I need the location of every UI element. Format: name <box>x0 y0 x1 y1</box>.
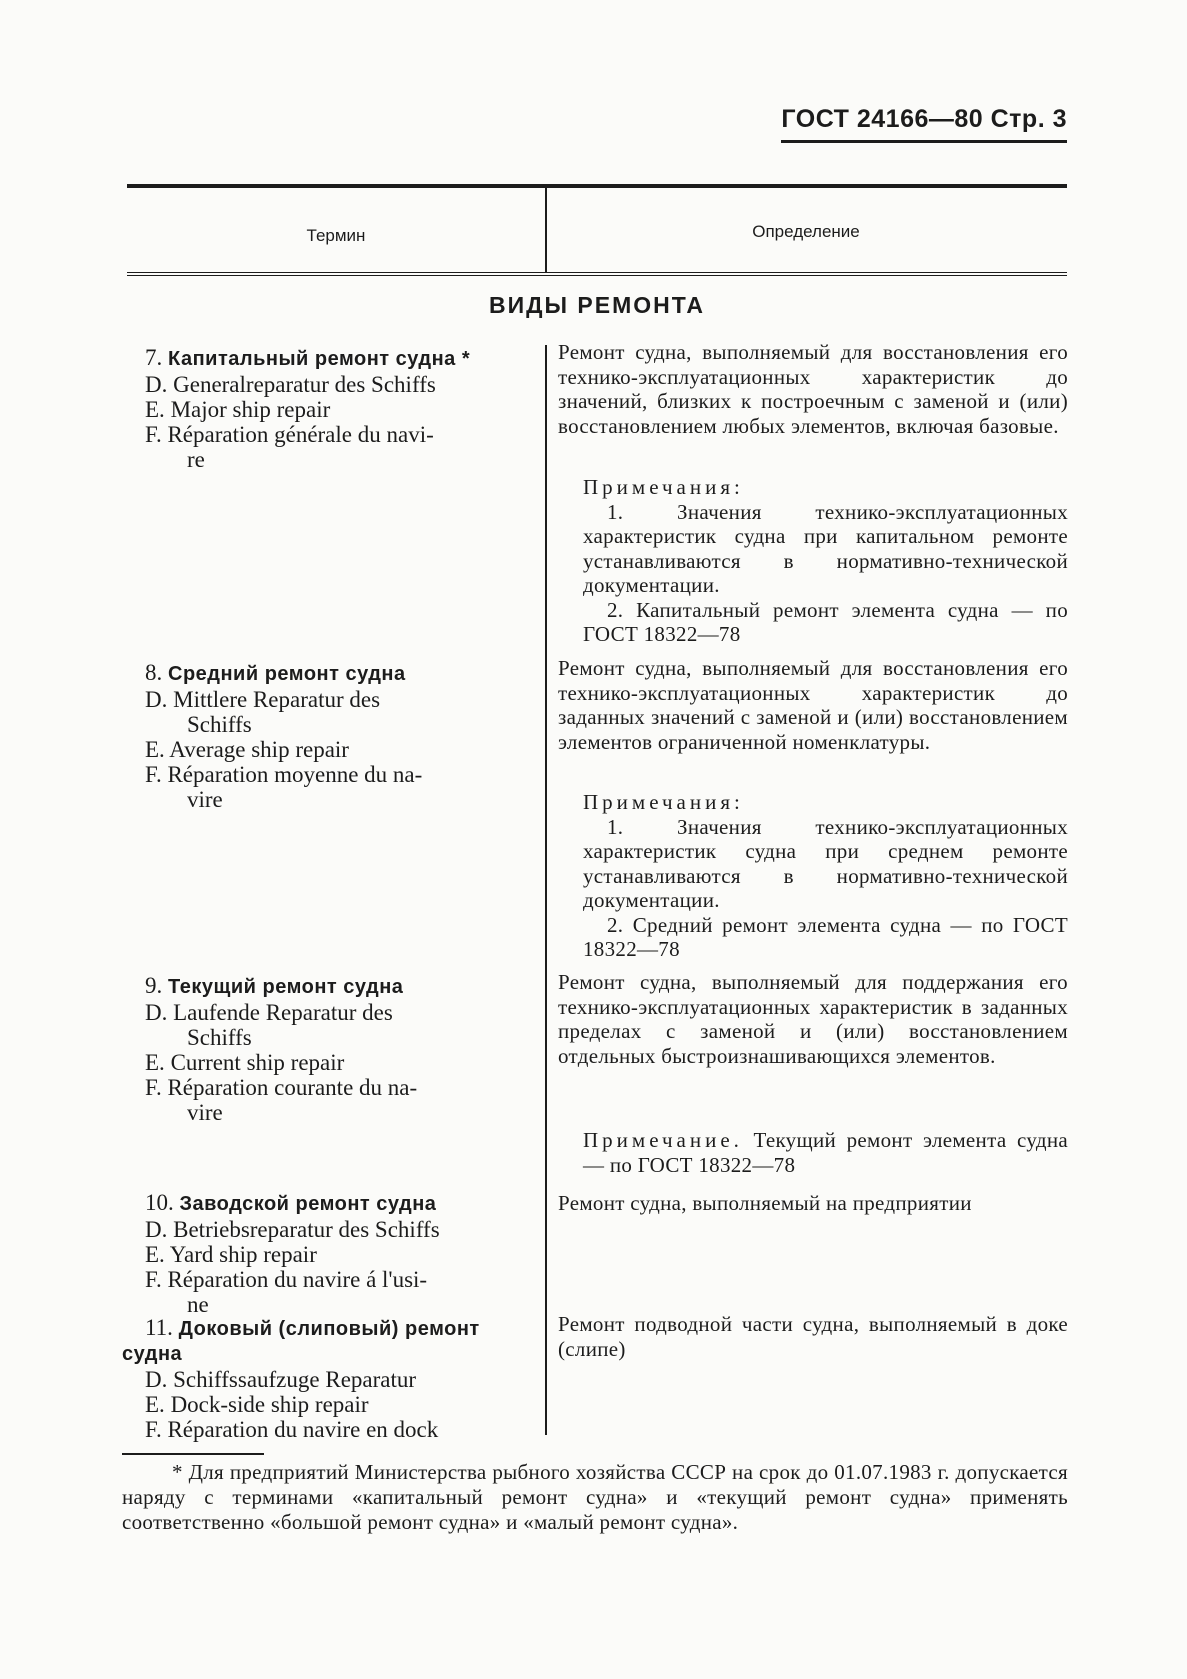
term-lang: D. <box>145 1217 168 1242</box>
term-lang: F. <box>145 1417 162 1442</box>
term-lang: F. <box>145 422 162 447</box>
notes-title: Примечания: <box>583 475 744 499</box>
term-title: Заводской ремонт судна <box>179 1193 437 1215</box>
note-item: 2. Капитальный ремонт элемента судна — по ГОСТ 18322—78 <box>583 597 1068 646</box>
notes-9 <box>583 1128 1068 1177</box>
term-text: Generalreparatur des Schiffs <box>173 372 436 397</box>
term-text: Réparation courante du na- <box>167 1075 418 1100</box>
footnote-rule <box>122 1453 264 1455</box>
footnote: * Для предприятий Министерства рыбного хозяйства СССР на срок до 01.07.1983 г. допускается наряду с терминами «капитальный ремонт судна» и «текущий ремонт судна» применять соответственно «большой ремонт судна» и «малый ремонт судна». <box>122 1460 1068 1534</box>
term-lang: E. <box>145 1050 165 1075</box>
term-text: Réparation du navire á l'usi- <box>167 1267 428 1292</box>
term-number: 8. <box>145 660 163 685</box>
term-lang: D. <box>145 687 168 712</box>
term-lang: E. <box>145 1392 165 1417</box>
term-lang: F. <box>145 1267 162 1292</box>
term-lang: D. <box>145 1367 168 1392</box>
term-text: Yard ship repair <box>169 1242 317 1267</box>
term-lang: F. <box>145 1075 162 1100</box>
table-column-divider <box>545 345 547 1435</box>
note-item: Текущий ремонт элемента судна — по ГОСТ 18322—78 <box>583 1128 1068 1177</box>
term-text: Mittlere Reparatur des <box>173 687 381 712</box>
term-entry-8 <box>145 660 525 812</box>
term-text: Schiffssaufzuge Reparatur <box>173 1367 417 1392</box>
term-lang: E. <box>145 737 165 762</box>
term-text: Dock-side ship repair <box>170 1392 369 1417</box>
term-text: Betriebsreparatur des Schiffs <box>173 1217 440 1242</box>
definition-10 <box>558 1191 1068 1216</box>
term-title: Средний ремонт судна <box>168 663 406 685</box>
term-entry-10 <box>145 1190 525 1317</box>
term-text: Current ship repair <box>170 1050 345 1075</box>
term-title: Доковый (слиповый) ремонт <box>178 1318 480 1340</box>
notes-8 <box>583 790 1068 962</box>
term-text: Réparation du navire en dock <box>167 1417 439 1442</box>
notes-7 <box>583 475 1068 647</box>
note-item: 2. Средний ремонт элемента судна — по ГОСТ 18322—78 <box>583 912 1068 961</box>
term-title-cont: судна <box>122 1343 183 1365</box>
term-title: Капитальный ремонт судна * <box>168 348 471 370</box>
term-number: 11. <box>145 1315 173 1340</box>
term-text-cont: vire <box>187 1100 223 1125</box>
term-text: Average ship repair <box>169 737 349 762</box>
notes-title: Примечание. <box>583 1128 743 1152</box>
term-title: Текущий ремонт судна <box>168 976 404 998</box>
definition-text: Ремонт судна, выполняемый для поддержания его технико-эксплуатационных характеристик в заданных пределах с заменой и (или) восстановлением отдельных быстроизнашивающихся элементов. <box>558 970 1068 1068</box>
table-header <box>127 184 1067 276</box>
term-number: 10. <box>145 1190 174 1215</box>
definition-text: Ремонт судна, выполняемый для восстановления его технико-эксплуатационных характеристик до заданных значений с заменой и (или) восстановлением элементов ограниченной номенклатуры. <box>558 656 1068 754</box>
section-title: ВИДЫ РЕМОНТА <box>489 292 705 318</box>
definition-9 <box>558 970 1068 1068</box>
definition-7 <box>558 340 1068 438</box>
term-lang: D. <box>145 1000 168 1025</box>
term-text-cont: ne <box>187 1292 209 1317</box>
column-header-definition: Определение <box>752 222 860 241</box>
definition-11 <box>558 1312 1068 1361</box>
term-text-cont: vire <box>187 787 223 812</box>
page-header: ГОСТ 24166—80 Стр. 3 <box>781 105 1067 143</box>
term-text: Réparation générale du navi- <box>167 422 434 447</box>
term-entry-7 <box>145 345 525 472</box>
term-entry-11 <box>122 1315 527 1442</box>
term-lang: D. <box>145 372 168 397</box>
term-number: 9. <box>145 973 163 998</box>
term-text-cont: re <box>187 447 205 472</box>
term-text-cont: Schiffs <box>187 1025 252 1050</box>
note-item: 1. Значения технико-эксплуатационных характеристик судна при среднем ремонте устанавливаются в нормативно-технической документации. <box>583 814 1068 912</box>
term-text: Laufende Reparatur des <box>173 1000 393 1025</box>
term-text: Major ship repair <box>170 397 331 422</box>
definition-text: Ремонт судна, выполняемый на предприятии <box>558 1191 972 1215</box>
definition-text: Ремонт судна, выполняемый для восстановления его технико-эксплуатационных характеристик до значений, близких к построечным с заменой и (или) восстановлением любых элементов, включая базовые. <box>558 340 1068 438</box>
term-lang: F. <box>145 762 162 787</box>
term-text-cont: Schiffs <box>187 712 252 737</box>
note-item: 1. Значения технико-эксплуатационных характеристик судна при капитальном ремонте устанавливаются в нормативно-технической документации. <box>583 499 1068 597</box>
column-header-term: Термин <box>306 226 366 245</box>
term-number: 7. <box>145 345 163 370</box>
definition-text: Ремонт подводной части судна, выполняемый в доке (слипе) <box>558 1312 1068 1361</box>
term-text: Réparation moyenne du na- <box>167 762 423 787</box>
notes-title: Примечания: <box>583 790 744 814</box>
term-entry-9 <box>145 973 525 1125</box>
definition-8 <box>558 656 1068 754</box>
term-lang: E. <box>145 1242 165 1267</box>
term-lang: E. <box>145 397 165 422</box>
